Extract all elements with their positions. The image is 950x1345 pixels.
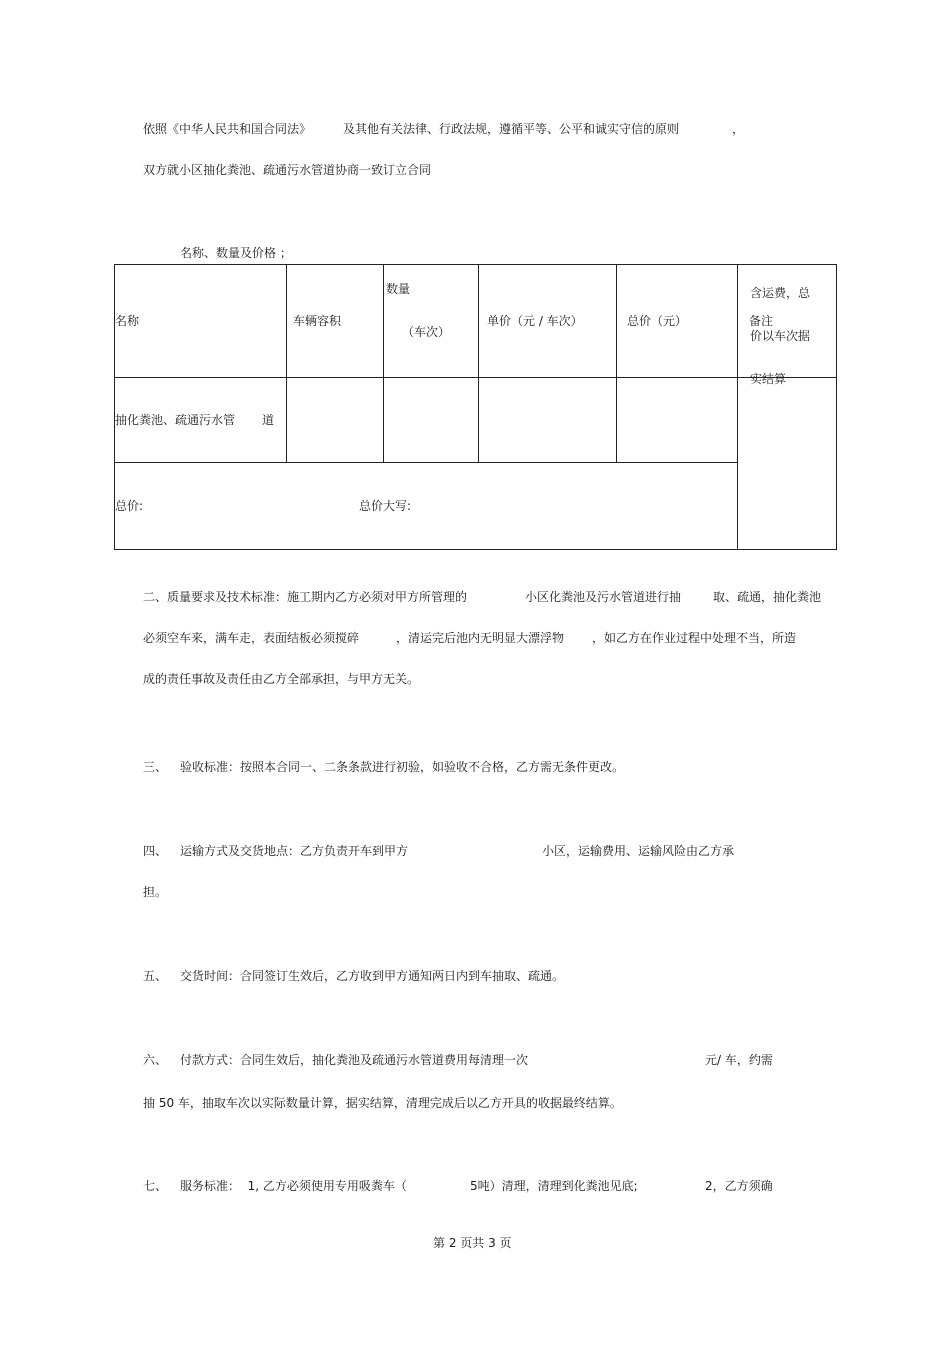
header-quantity-unit: （车次）: [402, 325, 451, 339]
section2-line2-part1: 必须空车来，满车走，表面结板必须搅碎: [143, 631, 360, 645]
row-remark-line1: 含运费，总: [750, 286, 811, 300]
section6-text-part2: 元/ 车，约需: [705, 1053, 773, 1067]
header-quantity: 数量: [386, 282, 411, 296]
section7-number: 七、: [143, 1179, 168, 1193]
total-label: 总价:: [115, 499, 144, 513]
section1-heading: 名称、数量及价格 ；: [180, 246, 292, 260]
header-remark-cell: [738, 265, 837, 378]
header-name: 名称: [115, 314, 140, 328]
header-capacity-cell: [287, 265, 384, 378]
price-table: [114, 264, 837, 550]
section6-line2: 抽 50 车，抽取车次以实际数量计算，据实结算，清理完成后以乙方开具的收据最终结算。: [143, 1096, 622, 1110]
intro-line2: 双方就小区抽化粪池、疏通污水管道协商一致订立合同: [143, 163, 432, 177]
header-unit-price-cell: [479, 265, 617, 378]
section3-text: 验收标准：按照本合同一、二条条款进行初验，如验收不合格，乙方需无条件更改。: [180, 760, 625, 774]
intro-line1-part2: 及其他有关法律、行政法规，遵循平等、公平和诚实守信的原则: [343, 122, 680, 136]
section5-number: 五、: [143, 969, 168, 983]
row-total-price-cell: [617, 378, 738, 463]
section2-line1-part3: 取、疏通，抽化粪池: [713, 590, 822, 604]
total-cell: [115, 463, 738, 550]
row-unit-price-cell: [479, 378, 617, 463]
section7-text-part2: 5吨）清理，清理到化粪池见底;: [470, 1179, 638, 1193]
row-remark-line2: 价以车次据: [750, 329, 811, 343]
row-name-part1: 抽化粪池、疏通污水管: [115, 413, 236, 427]
header-unit-price: 单价（元 / 车次）: [487, 314, 583, 328]
section4-number: 四、: [143, 844, 168, 858]
section6-text-part1: 付款方式：合同生效后，抽化粪池及疏通污水管道费用每清理一次: [180, 1053, 529, 1067]
header-total-price-cell: [617, 265, 738, 378]
section4-text-part1: 运输方式及交货地点：乙方负责开车到甲方: [180, 844, 409, 858]
section3-number: 三、: [143, 760, 168, 774]
header-name-cell: [115, 265, 287, 378]
row-quantity-cell: [384, 378, 479, 463]
section2-line1-part1: 二、质量要求及技术标准：施工期内乙方必须对甲方所管理的: [143, 590, 468, 604]
section6-number: 六、: [143, 1053, 168, 1067]
table-header-row: [115, 265, 837, 378]
section4-text-part2: 小区，运输费用、运输风险由乙方承: [542, 844, 735, 858]
section4-line2: 担。: [143, 885, 168, 899]
page-indicator: 第 2 页共 3 页: [433, 1236, 512, 1250]
table-total-row: [115, 463, 837, 550]
section2-line1-part2: 小区化粪池及污水管道进行抽: [525, 590, 682, 604]
header-total-price: 总价（元）: [627, 314, 688, 328]
row-remark-line3: 实结算: [750, 372, 787, 386]
section2-line2-part2: ，清运完后池内无明显大漂浮物: [396, 631, 565, 645]
table-row: [115, 378, 837, 463]
section7-text-part3: 2，乙方须确: [705, 1179, 773, 1193]
row-capacity-cell: [287, 378, 384, 463]
header-capacity: 车辆容积: [293, 314, 342, 328]
section2-line3: 成的责任事故及责任由乙方全部承担，与甲方无关。: [143, 672, 420, 686]
intro-line1-comma: ，: [732, 122, 745, 136]
section2-line2-part3: ，如乙方在作业过程中处理不当，所造: [592, 631, 797, 645]
header-remark: 备注: [749, 314, 774, 328]
total-capital-label: 总价大写:: [359, 499, 412, 513]
row-name-part2: 道: [262, 413, 275, 427]
row-name-cell: [115, 378, 287, 463]
section7-text-part1: 服务标准： 1, 乙方必须使用专用吸粪车（: [180, 1179, 407, 1193]
header-quantity-cell: [384, 265, 479, 378]
intro-line1-part1: 依照《中华人民共和国合同法》: [143, 122, 312, 136]
section5-text: 交货时间：合同签订生效后，乙方收到甲方通知两日内到车抽取、疏通。: [180, 969, 565, 983]
